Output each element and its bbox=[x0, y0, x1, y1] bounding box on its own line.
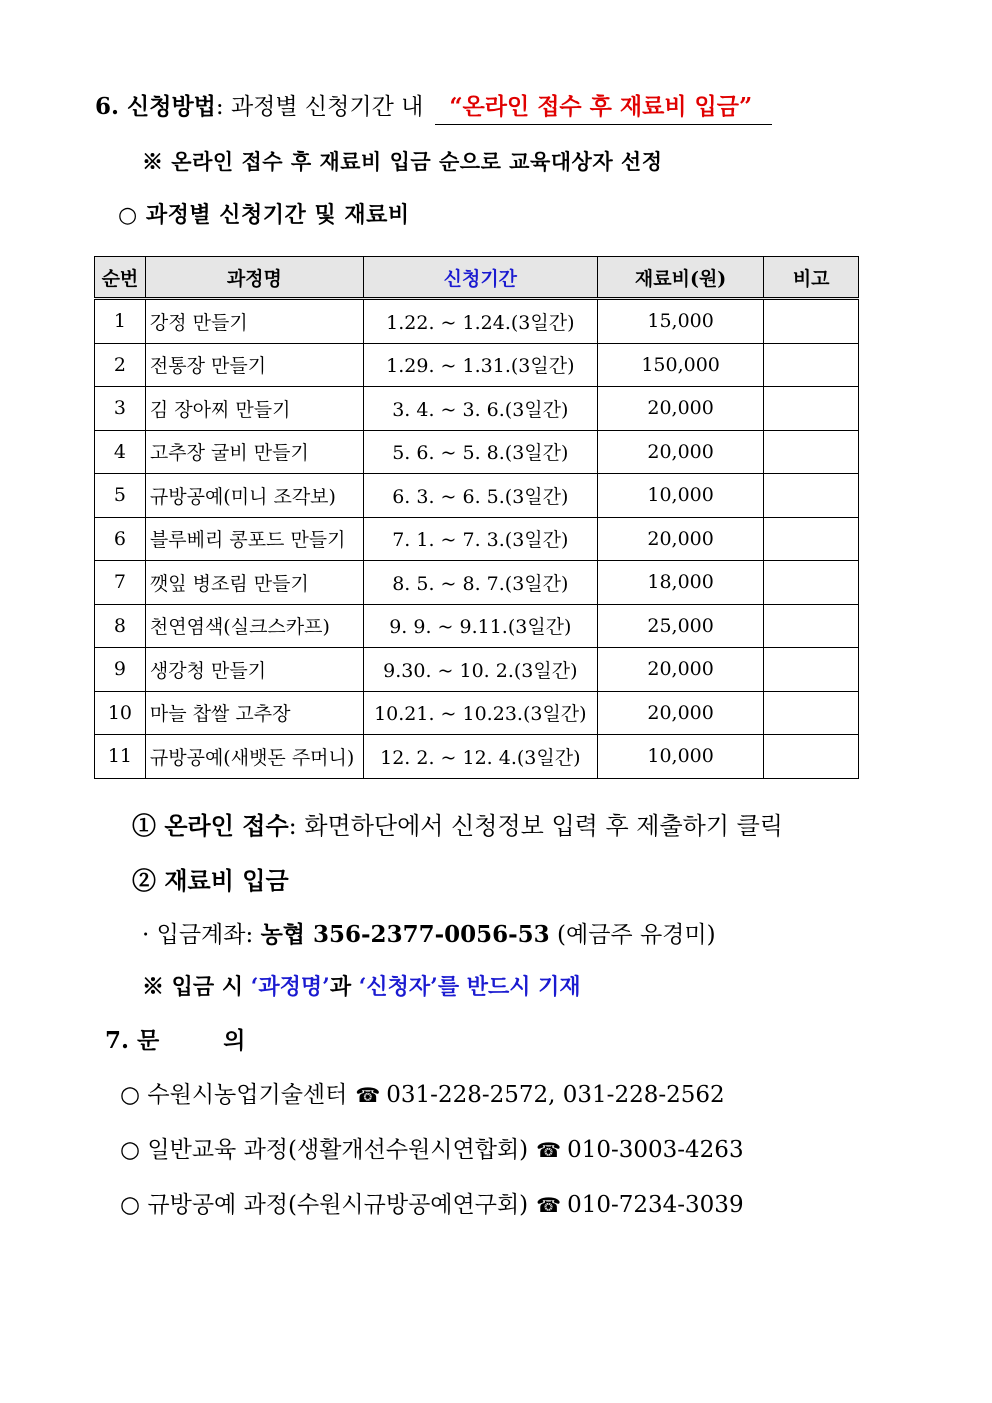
cell-note bbox=[764, 387, 859, 431]
cell-note bbox=[764, 604, 859, 648]
cell-fee: 20,000 bbox=[597, 387, 764, 431]
phone-icon: ☎ bbox=[355, 1083, 381, 1107]
cell-name: 규방공예(미니 조각보) bbox=[145, 474, 363, 518]
cell-period: 7. 1. ~ 7. 3.(3일간) bbox=[363, 517, 597, 561]
step1-label: ① 온라인 접수 bbox=[132, 811, 289, 840]
contact-name: 일반교육 과정(생활개선수원시연합회) bbox=[147, 1137, 529, 1163]
cell-period: 1.29. ~ 1.31.(3일간) bbox=[363, 343, 597, 387]
cell-note bbox=[764, 430, 859, 474]
cell-name: 블루베리 콩포드 만들기 bbox=[145, 517, 363, 561]
table-row bbox=[95, 430, 859, 474]
cell-no: 9 bbox=[95, 648, 146, 692]
deposit-note-applicant: ‘신청자’ bbox=[358, 974, 438, 1000]
header-period: 신청기간 bbox=[363, 257, 597, 299]
cell-note bbox=[764, 735, 859, 779]
bullet-circle-icon: ○ bbox=[120, 1192, 141, 1218]
cell-no: 4 bbox=[95, 430, 146, 474]
account-holder: (예금주 유경미) bbox=[557, 922, 716, 948]
account-number: 농협 356-2377-0056-53 bbox=[260, 921, 550, 948]
step-online-application bbox=[132, 806, 783, 841]
cell-period: 12. 2. ~ 12. 4.(3일간) bbox=[363, 735, 597, 779]
cell-fee: 20,000 bbox=[597, 430, 764, 474]
cell-fee: 20,000 bbox=[597, 648, 764, 692]
header-no: 순번 bbox=[95, 257, 146, 299]
course-table bbox=[94, 256, 859, 779]
cell-note bbox=[764, 343, 859, 387]
cell-fee: 25,000 bbox=[597, 604, 764, 648]
contact-item bbox=[120, 1076, 725, 1109]
table-header-row bbox=[95, 257, 859, 299]
contact-phones: 010-3003-4263 bbox=[567, 1137, 744, 1163]
cell-period: 1.22. ~ 1.24.(3일간) bbox=[363, 299, 597, 344]
cell-period: 3. 4. ~ 3. 6.(3일간) bbox=[363, 387, 597, 431]
cell-period: 5. 6. ~ 5. 8.(3일간) bbox=[363, 430, 597, 474]
table-row bbox=[95, 517, 859, 561]
contact-phones: 010-7234-3039 bbox=[567, 1192, 744, 1218]
header-name: 과정명 bbox=[145, 257, 363, 299]
cell-name: 마늘 찹쌀 고추장 bbox=[145, 691, 363, 735]
cell-fee: 18,000 bbox=[597, 561, 764, 605]
account-label: · 입금계좌: bbox=[142, 922, 254, 948]
contact-item bbox=[120, 1186, 744, 1219]
cell-name: 고추장 굴비 만들기 bbox=[145, 430, 363, 474]
cell-note bbox=[764, 561, 859, 605]
cell-fee: 150,000 bbox=[597, 343, 764, 387]
step2-label: ② 재료비 입금 bbox=[132, 866, 289, 895]
cell-name: 규방공예(새뱃돈 주머니) bbox=[145, 735, 363, 779]
section-6-desc: : 과정별 신청기간 내 bbox=[215, 94, 424, 120]
cell-note bbox=[764, 648, 859, 692]
cell-no: 10 bbox=[95, 691, 146, 735]
section-6-title: 6. 신청방법 bbox=[95, 93, 216, 120]
cell-name: 전통장 만들기 bbox=[145, 343, 363, 387]
bullet-circle-icon: ○ bbox=[120, 1137, 141, 1163]
section-6-quote: “온라인 접수 후 재료비 입금” bbox=[435, 88, 772, 125]
section-7-title: 문 의 bbox=[137, 1027, 274, 1054]
cell-period: 9.30. ~ 10. 2.(3일간) bbox=[363, 648, 597, 692]
contact-name: 규방공예 과정(수원시규방공예연구회) bbox=[147, 1192, 529, 1218]
cell-note bbox=[764, 517, 859, 561]
bullet-circle-icon: ○ bbox=[120, 1082, 141, 1108]
selection-note: ※ 온라인 접수 후 재료비 입금 순으로 교육대상자 선정 bbox=[142, 149, 663, 174]
table-row bbox=[95, 343, 859, 387]
table-row bbox=[95, 648, 859, 692]
cell-note bbox=[764, 474, 859, 518]
cell-fee: 10,000 bbox=[597, 735, 764, 779]
cell-name: 생강청 만들기 bbox=[145, 648, 363, 692]
cell-period: 10.21. ~ 10.23.(3일간) bbox=[363, 691, 597, 735]
cell-name: 강정 만들기 bbox=[145, 299, 363, 344]
table-row bbox=[95, 604, 859, 648]
header-note: 비고 bbox=[764, 257, 859, 299]
cell-fee: 20,000 bbox=[597, 517, 764, 561]
table-row bbox=[95, 561, 859, 605]
cell-note bbox=[764, 299, 859, 344]
table-row bbox=[95, 387, 859, 431]
cell-period: 8. 5. ~ 8. 7.(3일간) bbox=[363, 561, 597, 605]
cell-fee: 15,000 bbox=[597, 299, 764, 344]
section-7-number: 7. bbox=[105, 1027, 130, 1054]
cell-period: 6. 3. ~ 6. 5.(3일간) bbox=[363, 474, 597, 518]
contact-phones: 031-228-2572, 031-228-2562 bbox=[386, 1082, 725, 1108]
contact-item bbox=[120, 1131, 744, 1164]
section-6-heading bbox=[95, 88, 772, 125]
deposit-note bbox=[142, 970, 581, 1001]
deposit-note-and: 과 bbox=[329, 974, 352, 1000]
section-7-heading bbox=[105, 1022, 273, 1055]
table-row bbox=[95, 474, 859, 518]
cell-name: 천연염색(실크스카프) bbox=[145, 604, 363, 648]
cell-no: 3 bbox=[95, 387, 146, 431]
cell-no: 2 bbox=[95, 343, 146, 387]
cell-no: 1 bbox=[95, 299, 146, 344]
cell-no: 11 bbox=[95, 735, 146, 779]
table-row bbox=[95, 691, 859, 735]
deposit-note-prefix: ※ 입금 시 bbox=[142, 974, 244, 1000]
table-row bbox=[95, 299, 859, 344]
table-row bbox=[95, 735, 859, 779]
cell-no: 5 bbox=[95, 474, 146, 518]
contact-name: 수원시농업기술센터 bbox=[147, 1082, 348, 1108]
phone-icon: ☎ bbox=[536, 1193, 562, 1217]
cell-no: 7 bbox=[95, 561, 146, 605]
cell-period: 9. 9. ~ 9.11.(3일간) bbox=[363, 604, 597, 648]
course-subheading: ○ 과정별 신청기간 및 재료비 bbox=[118, 202, 410, 228]
cell-no: 8 bbox=[95, 604, 146, 648]
phone-icon: ☎ bbox=[536, 1138, 562, 1162]
cell-fee: 20,000 bbox=[597, 691, 764, 735]
deposit-note-suffix: 를 반드시 기재 bbox=[437, 974, 581, 1000]
deposit-note-course: ‘과정명’ bbox=[250, 974, 330, 1000]
cell-fee: 10,000 bbox=[597, 474, 764, 518]
cell-name: 깻잎 병조림 만들기 bbox=[145, 561, 363, 605]
cell-note bbox=[764, 691, 859, 735]
cell-name: 김 장아찌 만들기 bbox=[145, 387, 363, 431]
step1-desc: : 화면하단에서 신청정보 입력 후 제출하기 클릭 bbox=[288, 812, 783, 840]
deposit-account bbox=[142, 916, 716, 949]
cell-no: 6 bbox=[95, 517, 146, 561]
header-fee: 재료비(원) bbox=[597, 257, 764, 299]
